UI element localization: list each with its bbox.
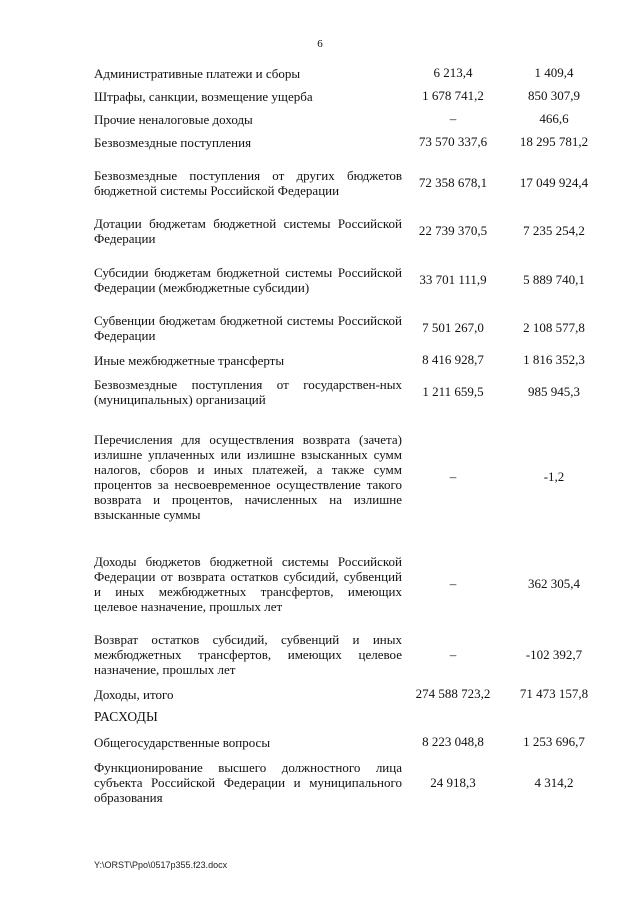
table-row bbox=[94, 215, 604, 247]
row-label: Иные межбюджетные трансферты bbox=[94, 352, 285, 368]
budget-table bbox=[94, 62, 604, 806]
row-value-1: 73 570 337,6 bbox=[418, 134, 488, 149]
row-value-1: – bbox=[449, 469, 457, 484]
row-label: Безвозмездные поступления от государствен-ных (муниципальных) организаций bbox=[94, 377, 402, 407]
row-value-2: 850 307,9 bbox=[528, 88, 580, 103]
table-row bbox=[94, 376, 604, 408]
table-row bbox=[94, 108, 604, 130]
row-label: Перечисления для осуществления возврата (зачета) излишне уплаченных или излишне взысканных сумм налогов, сборов и иных платежей, а также сумм процентов за несвоевременное осуществление такого возврата и процентов, начисленных на излишне взысканные суммы bbox=[94, 432, 402, 522]
row-value-2: 466,6 bbox=[539, 111, 569, 126]
row-label: Доходы бюджетов бюджетной системы Российской Федерации от возврата остатков субсидий, субвенций и иных межбюджетных трансфертов, имеющих целевое назначение, прошлых лет bbox=[94, 553, 402, 614]
row-value-1: 22 739 370,5 bbox=[418, 223, 488, 238]
table-row bbox=[94, 312, 604, 344]
row-value-2: 17 049 924,4 bbox=[519, 174, 589, 190]
row-value-2: 1 253 696,7 bbox=[523, 734, 585, 749]
row-value-1: 7 501 267,0 bbox=[422, 320, 484, 335]
table-row bbox=[94, 256, 604, 303]
row-value-1: 6 213,4 bbox=[433, 65, 473, 80]
section-header-row bbox=[94, 705, 604, 727]
page-number: 6 bbox=[317, 38, 323, 50]
row-value-2: 5 889 740,1 bbox=[523, 271, 585, 287]
row-value-2: -1,2 bbox=[543, 469, 565, 484]
row-value-2: 4 314,2 bbox=[534, 774, 574, 790]
row-value-2: 1 816 352,3 bbox=[523, 352, 585, 367]
table-row bbox=[94, 545, 604, 622]
row-label: Возврат остатков субсидий, субвенций и иных межбюджетных трансфертов, имеющих целевое назначение, прошлых лет bbox=[94, 632, 402, 677]
row-label: Общегосударственные вопросы bbox=[94, 734, 271, 750]
row-label: Штрафы, санкции, возмещение ущерба bbox=[94, 88, 313, 104]
row-value-2: 7 235 254,2 bbox=[523, 223, 585, 238]
table-row bbox=[94, 62, 604, 84]
row-value-1: 33 701 111,9 bbox=[419, 271, 487, 287]
row-label: Безвозмездные поступления от других бюджетов бюджетной системы Российской Федерации bbox=[94, 167, 402, 198]
table-row bbox=[94, 683, 604, 705]
file-path-footer: Y:\ORST\Ppo\0517p355.f23.docx bbox=[94, 860, 228, 870]
row-value-2: 362 305,4 bbox=[528, 575, 580, 591]
table-row bbox=[94, 159, 604, 206]
row-label: Прочие неналоговые доходы bbox=[94, 111, 253, 127]
row-value-1: 8 416 928,7 bbox=[422, 352, 484, 367]
table-row bbox=[94, 759, 604, 806]
row-label: Безвозмездные поступления bbox=[94, 134, 252, 150]
row-value-2: -102 392,7 bbox=[525, 646, 583, 662]
table-row bbox=[94, 349, 604, 371]
row-value-2: 18 295 781,2 bbox=[519, 134, 589, 149]
row-value-1: – bbox=[449, 575, 457, 591]
row-value-1: 24 918,3 bbox=[430, 774, 476, 790]
row-value-1: 274 588 723,2 bbox=[415, 686, 491, 701]
row-value-2: 71 473 157,8 bbox=[519, 686, 589, 701]
row-label: Административные платежи и сборы bbox=[94, 65, 301, 81]
row-value-1: 1 211 659,5 bbox=[422, 384, 484, 399]
row-label: Субвенции бюджетам бюджетной системы Российской Федерации bbox=[94, 313, 402, 343]
row-value-1: 72 358 678,1 bbox=[418, 174, 488, 190]
row-value-1: – bbox=[449, 646, 457, 662]
row-label: Субсидии бюджетам бюджетной системы Российской Федерации (межбюджетные субсидии) bbox=[94, 264, 402, 295]
table-row bbox=[94, 416, 604, 538]
row-label: Дотации бюджетам бюджетной системы Российской Федерации bbox=[94, 216, 402, 246]
table-row bbox=[94, 85, 604, 107]
row-label: Функционирование высшего должностного лица субъекта Российской Федерации и муниципального образования bbox=[94, 760, 402, 805]
row-label: Доходы, итого bbox=[94, 686, 174, 702]
row-value-2: 985 945,3 bbox=[528, 384, 580, 399]
table-row bbox=[94, 631, 604, 678]
row-value-1: – bbox=[449, 111, 457, 126]
table-row bbox=[94, 731, 604, 753]
table-row bbox=[94, 131, 604, 153]
section-heading: РАСХОДЫ bbox=[94, 708, 159, 724]
row-value-1: 8 223 048,8 bbox=[422, 734, 484, 749]
row-value-2: 1 409,4 bbox=[534, 65, 574, 80]
row-value-2: 2 108 577,8 bbox=[523, 320, 585, 335]
row-value-1: 1 678 741,2 bbox=[422, 88, 484, 103]
